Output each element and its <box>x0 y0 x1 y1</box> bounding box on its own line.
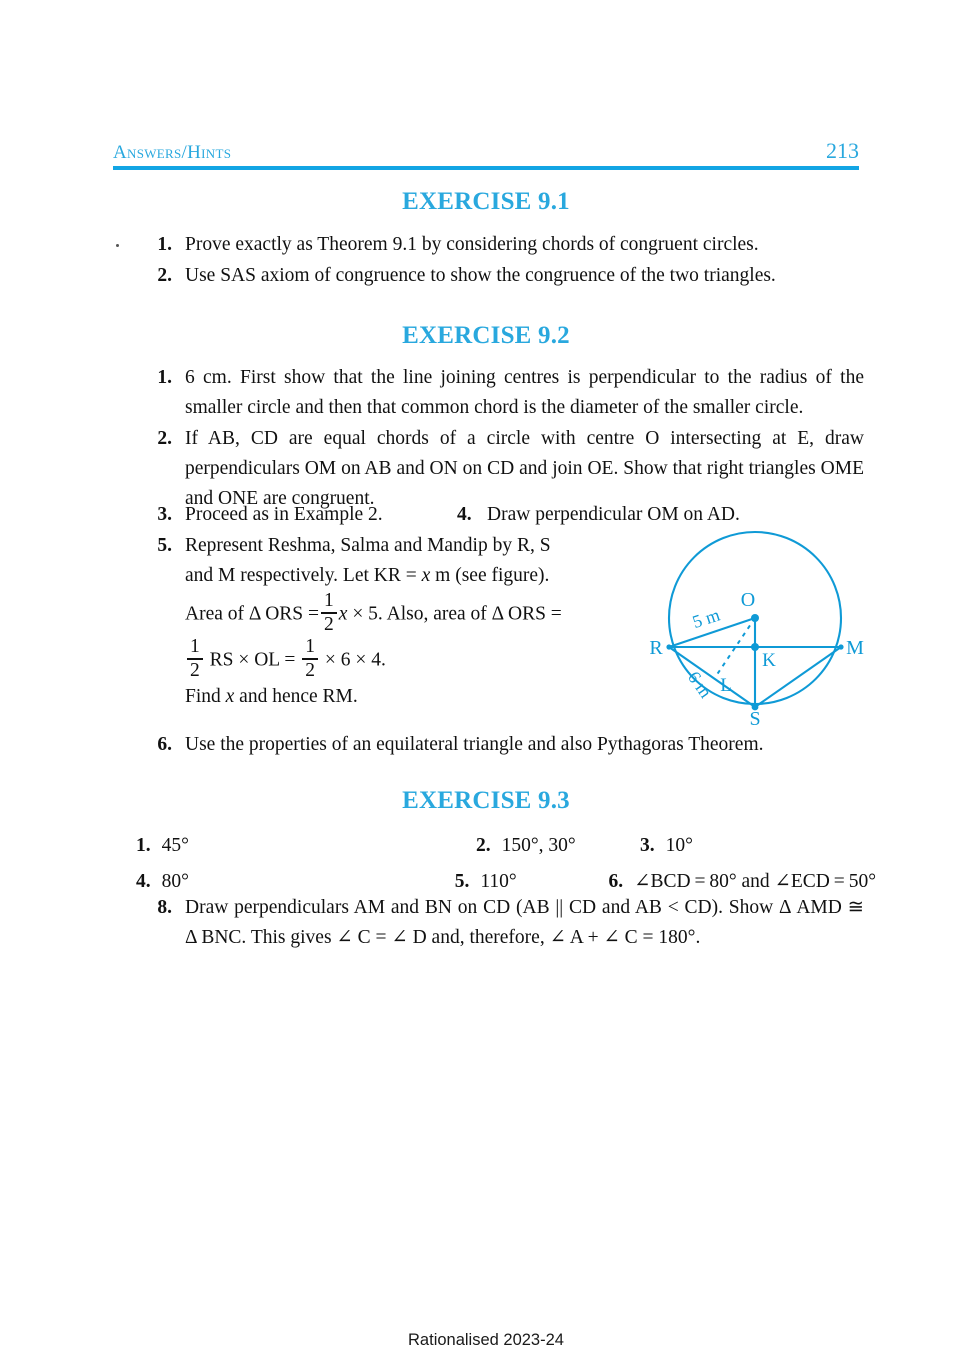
page-number: 213 <box>826 138 859 163</box>
list-item <box>132 261 862 291</box>
item5-line5-suffix: and hence RM. <box>234 686 358 708</box>
label-point-R: R <box>649 637 663 659</box>
label-point-K: K <box>762 650 776 671</box>
point-R-marker <box>666 644 671 649</box>
item5-line-2 <box>185 561 602 591</box>
fraction-numerator: 1 <box>305 635 315 657</box>
variable-x: x <box>421 565 431 586</box>
item-number: 1. <box>157 234 172 255</box>
segment-RS <box>669 647 755 707</box>
page-footer: Rationalised 2023-24 <box>408 1331 564 1349</box>
item-text: If AB, CD are equal chords of a circle with centre O intersecting at E, draw perpendiculars OM on AB and ON on CD and join OE. Show that right triangles OME and ONE are congruent. <box>185 428 864 509</box>
item-number: 2. <box>157 265 172 286</box>
point-O-marker <box>751 614 759 622</box>
list-item <box>132 531 602 712</box>
item5-line-1: Represent Reshma, Salma and Mandip by R, S <box>185 535 551 556</box>
fraction-one-half <box>187 637 203 681</box>
exercise-9-2-heading: EXERCISE 9.2 <box>402 322 570 349</box>
exercise-9-1-heading: EXERCISE 9.1 <box>402 188 570 215</box>
answer-cell <box>476 830 640 862</box>
answer-value: 110° <box>480 871 517 892</box>
item5-line2-suffix: m (see figure). <box>430 565 550 586</box>
circle-diagram <box>645 524 870 729</box>
point-K-marker <box>751 643 759 651</box>
item-text: Prove exactly as Theorem 9.1 by considering chords of congruent circles. <box>185 234 759 255</box>
fraction-one-half <box>302 637 318 681</box>
item-number: 2. <box>157 428 172 449</box>
variable-x: x <box>338 603 348 625</box>
exercise-9-3-heading: EXERCISE 9.3 <box>402 787 570 814</box>
list-item <box>132 893 864 953</box>
item-number: 1. <box>157 367 172 388</box>
equation-1-suffix: × 5. Also, area of Δ ORS = <box>347 603 562 625</box>
item5-line5-prefix: Find <box>185 686 226 708</box>
label-point-M: M <box>846 637 864 659</box>
fraction-denominator: 2 <box>190 659 200 681</box>
header-divider <box>113 166 859 170</box>
header-title: Answers/Hints <box>113 142 232 163</box>
item-number: 4. <box>136 871 151 892</box>
item-number: 2. <box>476 835 491 856</box>
item-number: 5. <box>454 871 470 892</box>
answer-value: 45° <box>161 835 189 856</box>
fraction-numerator: 1 <box>324 590 334 611</box>
item-text: Use the properties of an equilateral triangle and also Pythagoras Theorem. <box>185 734 764 755</box>
fraction-denominator: 2 <box>324 613 334 635</box>
equation-2-middle: RS × OL = <box>204 649 301 671</box>
variable-x: x <box>225 686 235 708</box>
item-number: 1. <box>136 835 151 856</box>
answer-value: 150°, 30° <box>501 835 576 856</box>
list-item <box>132 230 862 260</box>
point-M-marker <box>838 644 843 649</box>
label-measure-5m: 5 m <box>689 604 723 633</box>
item-number: 6. <box>157 734 172 755</box>
item-number: 3. <box>640 835 655 856</box>
answer-cell <box>136 830 476 862</box>
item5-equation-2 <box>185 637 602 683</box>
label-measure-6m: 6 m <box>683 667 716 702</box>
answers-row <box>136 830 876 862</box>
item-text: 6 cm. First show that the line joining centres is perpendicular to the radius of the smaller circle and then that common chord is the diameter of the smaller circle. <box>185 367 864 418</box>
answer-value: 80° <box>161 871 189 892</box>
page-header <box>113 138 859 164</box>
list-item <box>132 730 864 760</box>
fraction-numerator: 1 <box>190 635 200 657</box>
item-text <box>185 531 602 712</box>
item-text: Draw perpendiculars AM and BN on CD (AB || CD and AB < CD). Show Δ AMD ≅ Δ BNC. This gives ∠ C = ∠ D and, therefore, ∠ A + ∠ C = 180°. <box>185 897 864 948</box>
item-number: 6. <box>608 871 624 892</box>
fraction-one-half <box>321 591 337 635</box>
item-text: Use SAS axiom of congruence to show the congruence of the two triangles. <box>185 265 776 286</box>
item-number: 5. <box>157 535 172 556</box>
list-item <box>132 363 864 423</box>
answers-grid <box>136 830 876 898</box>
item-text: Draw perpendicular OM on AD. <box>487 504 740 525</box>
item5-line2-prefix: and M respectively. Let KR = <box>185 565 422 586</box>
item5-equation-1 <box>185 591 602 637</box>
answer-cell <box>640 830 693 862</box>
equation-2-suffix: × 6 × 4. <box>320 649 386 671</box>
answer-value: ∠BCD = 80° and ∠ECD = 50° <box>634 871 876 892</box>
item-text: Proceed as in Example 2. <box>185 504 383 525</box>
fraction-denominator: 2 <box>305 659 315 681</box>
equation-1-prefix: Area of Δ ORS = <box>185 603 320 625</box>
label-point-L: L <box>720 675 732 696</box>
scan-artifact-dot <box>116 244 119 247</box>
item5-line-5 <box>185 682 602 712</box>
label-point-O: O <box>740 589 756 611</box>
item-number: 3. <box>157 504 172 525</box>
item-number: 4. <box>457 504 472 525</box>
item-number: 8. <box>157 897 172 918</box>
answer-value: 10° <box>665 835 693 856</box>
label-point-S: S <box>749 708 761 729</box>
